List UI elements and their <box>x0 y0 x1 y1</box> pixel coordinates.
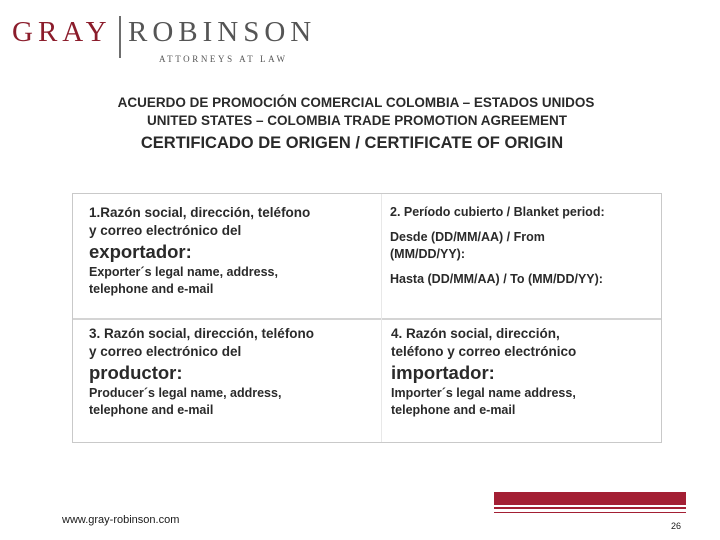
exporter-heading: exportador: <box>89 241 192 262</box>
exporter-label-es-2: y correo electrónico del <box>89 223 242 238</box>
producer-field <box>89 325 314 419</box>
accent-bar-hairline <box>494 512 686 513</box>
logo-name-right: ROBINSON <box>128 16 317 48</box>
importer-label-en-2: telephone and e-mail <box>391 403 516 417</box>
exporter-field <box>89 204 310 298</box>
logo-tagline: ATTORNEYS AT LAW <box>159 54 288 64</box>
producer-label-es-2: y correo electrónico del <box>89 344 242 359</box>
column-divider <box>381 194 382 442</box>
row-divider <box>73 318 661 320</box>
logo-name-left: GRAY <box>12 16 112 48</box>
importer-heading: importador: <box>391 362 495 383</box>
footer-accent-bars <box>494 492 686 517</box>
producer-label-en-2: telephone and e-mail <box>89 403 214 417</box>
importer-label-es-2: teléfono y correo electrónico <box>391 344 577 359</box>
accent-bar-thick <box>494 492 686 505</box>
agreement-title-en: UNITED STATES – COLOMBIA TRADE PROMOTION AGREEMENT <box>146 113 567 128</box>
exporter-label-es-1: 1.Razón social, dirección, teléfono <box>89 205 311 220</box>
producer-label-en-1: Producer´s legal name, address, <box>89 386 282 400</box>
slide-page-number: 26 <box>671 521 682 531</box>
exporter-label-en-1: Exporter´s legal name, address, <box>89 265 278 279</box>
blanket-period-field <box>390 204 605 288</box>
logo-divider <box>119 16 121 58</box>
blanket-period-label: 2. Período cubierto / Blanket period: <box>390 205 605 219</box>
gray-robinson-logo <box>12 14 317 64</box>
footer-website-link[interactable]: www.gray-robinson.com <box>62 514 180 526</box>
certificate-title: CERTIFICADO DE ORIGEN / CERTIFICATE OF ORIGIN <box>140 134 564 152</box>
period-to-label: Hasta (DD/MM/AA) / To (MM/DD/YY): <box>390 272 603 286</box>
importer-label-en-1: Importer´s legal name address, <box>391 386 576 400</box>
producer-label-es-1: 3. Razón social, dirección, teléfono <box>89 326 315 341</box>
certificate-form-table <box>72 193 662 443</box>
producer-heading: productor: <box>89 362 183 383</box>
importer-field <box>391 325 576 419</box>
importer-label-es-1: 4. Razón social, dirección, <box>391 326 560 341</box>
slide-title-block <box>0 94 720 156</box>
period-from-label: Desde (DD/MM/AA) / From <box>390 230 545 244</box>
accent-bar-thin <box>494 507 686 509</box>
period-from-format: (MM/DD/YY): <box>390 247 465 261</box>
exporter-label-en-2: telephone and e-mail <box>89 282 214 296</box>
agreement-title-es: ACUERDO DE PROMOCIÓN COMERCIAL COLOMBIA – ESTADOS UNIDOS <box>117 95 595 110</box>
